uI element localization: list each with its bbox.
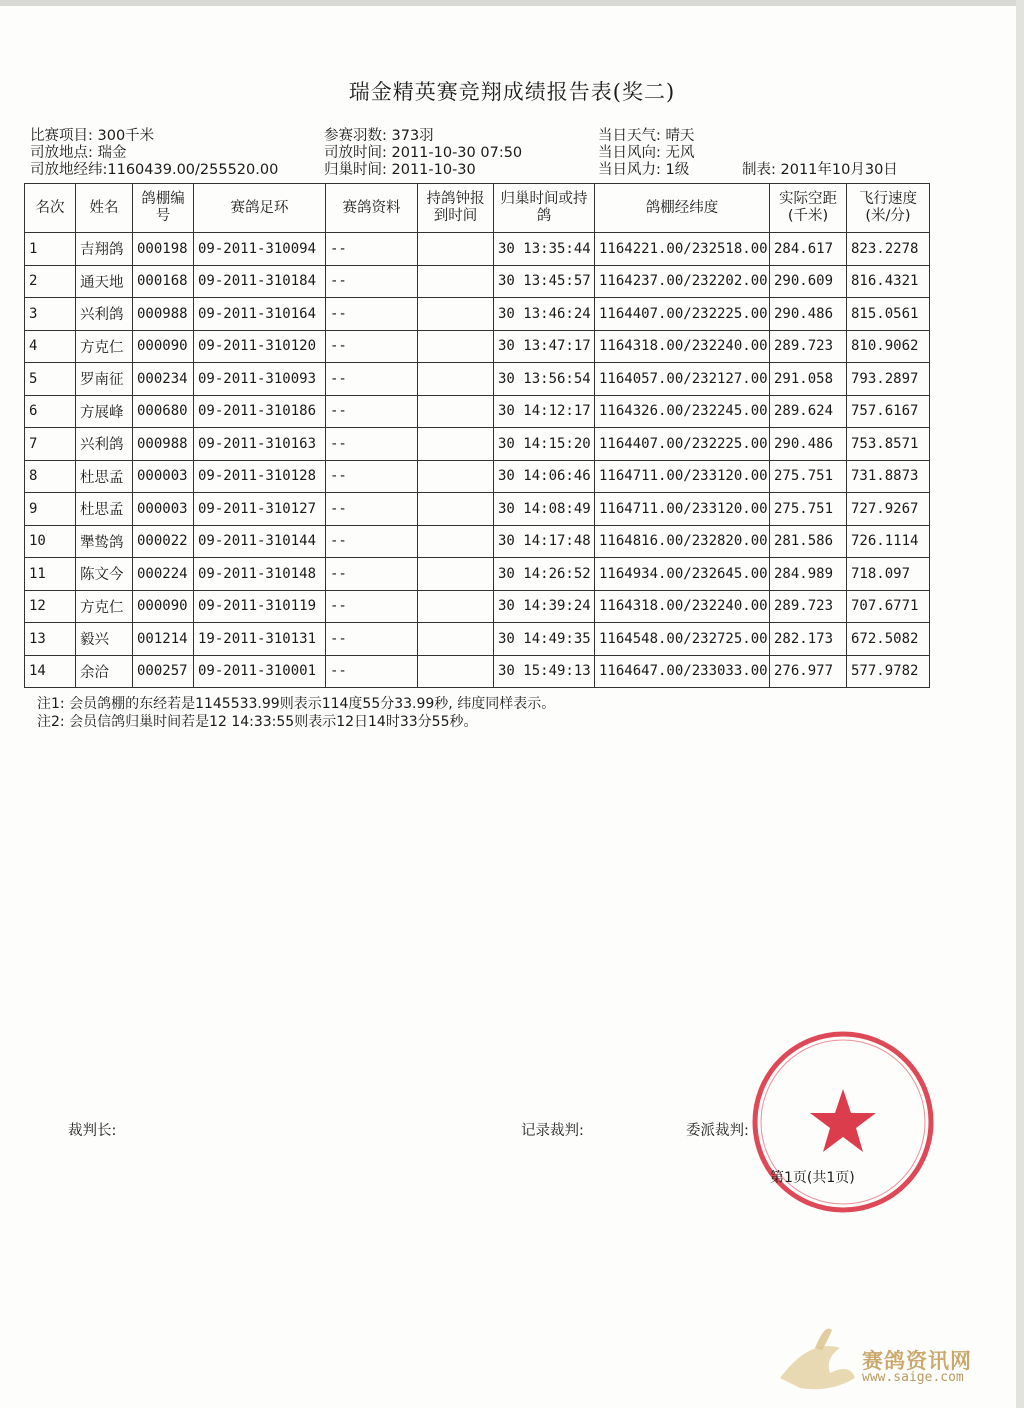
table-cell: 通天地 [76, 265, 133, 298]
table-cell [418, 623, 494, 656]
table-row [25, 493, 930, 526]
table-cell [418, 428, 494, 461]
table-cell [418, 330, 494, 363]
table-row [25, 460, 930, 493]
wind-direction: 当日风向: 无风 [598, 145, 695, 161]
table-cell: 09-2011-310093 [194, 363, 326, 396]
table-cell: 30 13:56:54 [494, 363, 595, 396]
table-cell [418, 298, 494, 331]
table-cell: 000198 [133, 233, 194, 266]
made-date: 制表: 2011年10月30日 [742, 162, 898, 178]
table-cell: 1164548.00/232725.00 [595, 623, 770, 656]
table-cell: 281.586 [770, 525, 847, 558]
table-cell: 方克仁 [76, 590, 133, 623]
table-row [25, 330, 930, 363]
table-cell: 13 [25, 623, 76, 656]
table-cell: 09-2011-310127 [194, 493, 326, 526]
table-cell: 1164318.00/232240.00 [595, 330, 770, 363]
table-cell: 1164711.00/233120.00 [595, 460, 770, 493]
appointed-referee-label: 委派裁判: [686, 1123, 749, 1139]
table-cell: 753.8571 [847, 428, 930, 461]
table-cell: 9 [25, 493, 76, 526]
table-cell: 8 [25, 460, 76, 493]
table-cell: 000022 [133, 525, 194, 558]
table-cell: 兴利鸽 [76, 428, 133, 461]
table-cell: 杜思孟 [76, 460, 133, 493]
table-row [25, 558, 930, 591]
table-cell: 30 13:35:44 [494, 233, 595, 266]
table-cell: 30 14:06:46 [494, 460, 595, 493]
table-cell [418, 233, 494, 266]
table-cell: -- [326, 265, 418, 298]
table-cell [418, 460, 494, 493]
table-cell: 000003 [133, 460, 194, 493]
table-cell: 1164816.00/232820.00 [595, 525, 770, 558]
entries: 参赛羽数: 373羽 [324, 128, 434, 144]
table-cell: 兴利鸽 [76, 298, 133, 331]
col-header: 鸽棚编号 [133, 184, 194, 233]
table-cell: 11 [25, 558, 76, 591]
table-cell: -- [326, 655, 418, 688]
table-cell: 6 [25, 395, 76, 428]
table-cell: 3 [25, 298, 76, 331]
table-cell: 275.751 [770, 493, 847, 526]
table-cell: -- [326, 460, 418, 493]
table-cell: 1164221.00/232518.00 [595, 233, 770, 266]
watermark-text: 赛鸽资讯网 [862, 1349, 972, 1373]
table-cell: 12 [25, 590, 76, 623]
table-cell [418, 265, 494, 298]
table-cell: 726.1114 [847, 525, 930, 558]
table-cell: 731.8873 [847, 460, 930, 493]
table-cell: -- [326, 525, 418, 558]
col-header: 名次 [25, 184, 76, 233]
table-cell: 1164407.00/232225.00 [595, 298, 770, 331]
table-cell [418, 558, 494, 591]
table-cell: 09-2011-310119 [194, 590, 326, 623]
table-cell [418, 493, 494, 526]
table-cell: 罗南征 [76, 363, 133, 396]
table-cell: 000224 [133, 558, 194, 591]
table-cell: 30 14:08:49 [494, 493, 595, 526]
col-header: 飞行速度(米/分) [847, 184, 930, 233]
table-cell: 1164934.00/232645.00 [595, 558, 770, 591]
table-cell: 4 [25, 330, 76, 363]
page-number: 第1页(共1页) [770, 1170, 855, 1186]
table-cell: -- [326, 298, 418, 331]
table-cell: 672.5082 [847, 623, 930, 656]
table-cell: 291.058 [770, 363, 847, 396]
table-cell: 30 15:49:13 [494, 655, 595, 688]
wind-force: 当日风力: 1级 [598, 162, 690, 178]
table-cell [418, 363, 494, 396]
table-cell: 30 13:45:57 [494, 265, 595, 298]
col-header: 实际空距(千米) [770, 184, 847, 233]
table-cell [418, 655, 494, 688]
table-cell: 000680 [133, 395, 194, 428]
table-cell: 09-2011-310128 [194, 460, 326, 493]
table-cell: 毅兴 [76, 623, 133, 656]
table-row [25, 363, 930, 396]
table-cell: -- [326, 623, 418, 656]
page-edge [1016, 0, 1024, 1408]
table-row [25, 265, 930, 298]
table-cell: 727.9267 [847, 493, 930, 526]
table-cell: 284.617 [770, 233, 847, 266]
table-cell: 犟鸷鸽 [76, 525, 133, 558]
table-cell: 09-2011-310186 [194, 395, 326, 428]
table-cell: 718.097 [847, 558, 930, 591]
table-cell: 09-2011-310001 [194, 655, 326, 688]
table-cell: 30 13:46:24 [494, 298, 595, 331]
seal-star-icon [810, 1089, 876, 1152]
release-coords: 司放地经纬:1160439.00/255520.00 [30, 162, 279, 178]
table-cell: 000988 [133, 428, 194, 461]
notes [37, 695, 555, 731]
table-cell: 000090 [133, 590, 194, 623]
release-place: 司放地点: 瑞金 [30, 145, 127, 161]
table-cell: 1164711.00/233120.00 [595, 493, 770, 526]
table-cell: 陈文今 [76, 558, 133, 591]
table-cell: 276.977 [770, 655, 847, 688]
table-cell: 275.751 [770, 460, 847, 493]
col-header: 归巢时间或持鸽 [494, 184, 595, 233]
table-cell: 30 14:17:48 [494, 525, 595, 558]
table-cell: 1164057.00/232127.00 [595, 363, 770, 396]
table-cell: 1164318.00/232240.00 [595, 590, 770, 623]
note: 注2: 会员信鸽归巢时间若是12 14:33:55则表示12日14时33分55秒。 [37, 714, 478, 730]
table-row [25, 590, 930, 623]
table-cell: 14 [25, 655, 76, 688]
table-row [25, 298, 930, 331]
table-cell: 30 14:15:20 [494, 428, 595, 461]
table-cell: -- [326, 363, 418, 396]
table-cell: 001214 [133, 623, 194, 656]
table-cell: 000234 [133, 363, 194, 396]
table-cell: 余洽 [76, 655, 133, 688]
table-row [25, 233, 930, 266]
table-cell: 1164326.00/232245.00 [595, 395, 770, 428]
table-cell: 30 14:49:35 [494, 623, 595, 656]
meta-middle [324, 128, 522, 179]
table-cell: -- [326, 395, 418, 428]
table-cell: 30 14:39:24 [494, 590, 595, 623]
table-cell: 1164237.00/232202.00 [595, 265, 770, 298]
chief-referee-label: 裁判长: [68, 1123, 117, 1139]
table-cell: -- [326, 428, 418, 461]
table-cell: 290.486 [770, 428, 847, 461]
return-time: 归巢时间: 2011-10-30 [324, 162, 476, 178]
table-cell: 19-2011-310131 [194, 623, 326, 656]
table-cell: 10 [25, 525, 76, 558]
table-cell: 000090 [133, 330, 194, 363]
table-cell: 吉翔鸽 [76, 233, 133, 266]
table-cell: -- [326, 590, 418, 623]
watermark-url: www.saige.com [862, 1370, 964, 1385]
table-body [25, 233, 930, 688]
table-cell: 09-2011-310184 [194, 265, 326, 298]
table-cell: -- [326, 558, 418, 591]
meta-right [598, 128, 898, 179]
table-cell: 30 14:26:52 [494, 558, 595, 591]
table-cell: 09-2011-310120 [194, 330, 326, 363]
recording-referee-label: 记录裁判: [521, 1123, 584, 1139]
table-cell [418, 395, 494, 428]
table-cell: 7 [25, 428, 76, 461]
table-cell: 757.6167 [847, 395, 930, 428]
table-cell: 282.173 [770, 623, 847, 656]
col-header: 鸽棚经纬度 [595, 184, 770, 233]
race-item: 比赛项目: 300千米 [30, 128, 155, 144]
meta-left [30, 128, 278, 179]
table-cell: 000003 [133, 493, 194, 526]
table-cell [418, 590, 494, 623]
results-table [24, 183, 930, 688]
table-cell: -- [326, 330, 418, 363]
table-cell: 793.2897 [847, 363, 930, 396]
table-cell: 09-2011-310163 [194, 428, 326, 461]
table-cell: 289.723 [770, 330, 847, 363]
table-cell: 1 [25, 233, 76, 266]
table-cell: 方克仁 [76, 330, 133, 363]
table-cell: 方展峰 [76, 395, 133, 428]
col-header: 赛鸽资料 [326, 184, 418, 233]
table-cell: 000988 [133, 298, 194, 331]
table-cell [418, 525, 494, 558]
page-title: 瑞金精英赛竞翔成绩报告表(奖二) [348, 80, 676, 104]
page-edge [0, 0, 1024, 6]
weather: 当日天气: 晴天 [598, 128, 695, 144]
table-cell: 289.624 [770, 395, 847, 428]
table-row [25, 623, 930, 656]
table-cell: -- [326, 493, 418, 526]
col-header: 姓名 [76, 184, 133, 233]
table-cell: 30 13:47:17 [494, 330, 595, 363]
club-seal [748, 1027, 938, 1217]
note: 注1: 会员鸽棚的东经若是1145533.99则表示114度55分33.99秒, 纬度同样表示。 [37, 696, 556, 712]
table-cell: 2 [25, 265, 76, 298]
table-cell: 1164647.00/233033.00 [595, 655, 770, 688]
table-row [25, 395, 930, 428]
table-cell: 000257 [133, 655, 194, 688]
table-cell: 577.9782 [847, 655, 930, 688]
table-cell: 290.486 [770, 298, 847, 331]
table-row [25, 525, 930, 558]
table-cell: 816.4321 [847, 265, 930, 298]
table-header-row [25, 184, 930, 233]
table-row [25, 428, 930, 461]
table-cell: 284.989 [770, 558, 847, 591]
col-header: 赛鸽足环 [194, 184, 326, 233]
table-cell: 290.609 [770, 265, 847, 298]
release-time: 司放时间: 2011-10-30 07:50 [324, 145, 523, 161]
table-cell: 289.723 [770, 590, 847, 623]
table-cell: 09-2011-310144 [194, 525, 326, 558]
table-cell: 000168 [133, 265, 194, 298]
table-cell: 09-2011-310094 [194, 233, 326, 266]
table-row [25, 655, 930, 688]
table-cell: 09-2011-310148 [194, 558, 326, 591]
table-cell: 1164407.00/232225.00 [595, 428, 770, 461]
col-header: 持鸽钟报到时间 [418, 184, 494, 233]
table-cell: 杜思孟 [76, 493, 133, 526]
table-cell: 823.2278 [847, 233, 930, 266]
table-cell: 815.0561 [847, 298, 930, 331]
table-cell: 30 14:12:17 [494, 395, 595, 428]
table-cell: 810.9062 [847, 330, 930, 363]
table-cell: 09-2011-310164 [194, 298, 326, 331]
table-cell: 5 [25, 363, 76, 396]
table-cell: 707.6771 [847, 590, 930, 623]
table-cell: -- [326, 233, 418, 266]
